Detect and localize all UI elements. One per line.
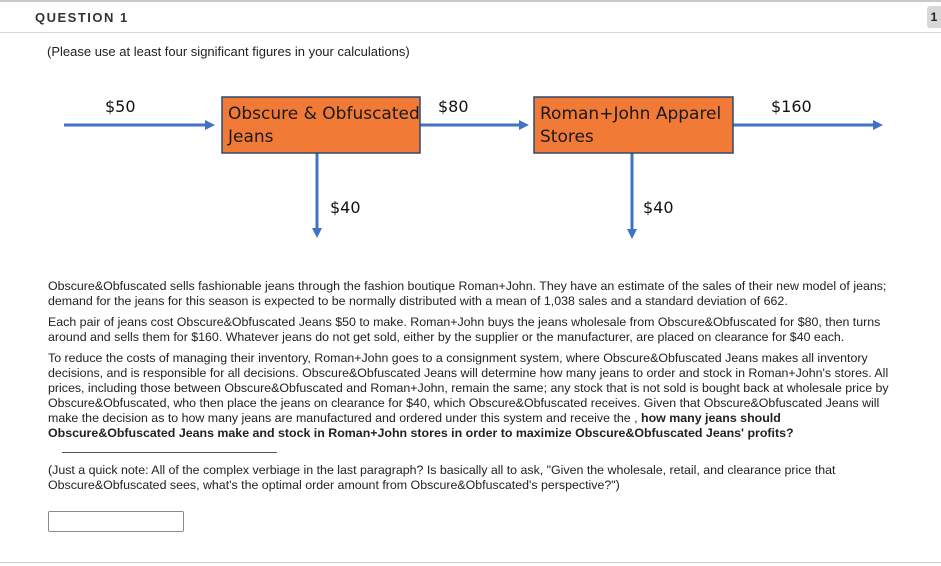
clearance-left-label: $40 (330, 198, 361, 217)
answer-input[interactable] (48, 511, 184, 532)
question-body (48, 279, 908, 499)
paragraph-demand: Obscure&Obfuscated sells fashionable jeans through the fashion boutique Roman+John. They have an estimate of the sales of their new model of jeans; demand for the jeans for this season is expected to be normally distributed with a mean of 1,038 sales and a standard deviation of 662. (48, 279, 887, 308)
question-prompt: how many jeans should Obscure&Obfuscated Jeans make and stock in Roman+John stores in order to maximize Obscure&Obfuscated Jeans' profits? (48, 411, 794, 440)
price-wholesale-label: $80 (438, 97, 469, 116)
supply-chain-diagram (0, 0, 941, 270)
manufacturer-name-line1: Obscure & Obfuscated (228, 104, 420, 124)
question-number-badge[interactable]: 1 (927, 6, 941, 28)
retailer-name-line1: Roman+John Apparel (540, 104, 722, 124)
clearance-right-label: $40 (643, 198, 674, 217)
paragraph-consignment-text: To reduce the costs of managing their inventory, Roman+John goes to a consignment system, where Obscure&Obfuscated Jeans makes all inventory decisions, and is responsible for all decisions. Obscure&Obfuscated Jeans will determine how many jeans to order and stock in Roman+John's stores. All prices, including those between Obscure&Obfuscated and Roman+John, remain the same; any stock that is not sold is bought back at wholesale price by Obscure&Obfuscated, who then place the jeans on clearance for $40, which Obscure&Obfuscated receives. Given that Obscure&Obfuscated Jeans will make the decision as to how many jeans are manufactured and ordered under this system and receive the , (48, 351, 889, 425)
question-title: QUESTION 1 (35, 10, 129, 25)
instruction-note: (Please use at least four significant figures in your calculations) (47, 44, 410, 59)
paragraph-prices: Each pair of jeans cost Obscure&Obfuscated Jeans $50 to make. Roman+John buys the jeans wholesale from Obscure&Obfuscated for $80, then turns around and sells them for $160. Whatever jeans do not get sold, either by the supplier or the manufacturer, are placed on clearance for $40 each. (48, 315, 881, 344)
price-input-label: $50 (105, 97, 136, 116)
paragraph-consignment (48, 351, 908, 457)
answer-blank-line (62, 441, 277, 453)
paragraph-note: (Just a quick note: All of the complex verbiage in the last paragraph? Is basically all to ask, "Given the wholesale, retail, and clearance price that Obscure&Obfuscated sees, what's the optimal order amount from Obscure&Obfuscated's perspective?") (48, 463, 836, 492)
bottom-border (0, 562, 941, 563)
manufacturer-name-line2: Jeans (228, 127, 274, 147)
retailer-name-line2: Stores (540, 127, 594, 147)
price-retail-label: $160 (771, 97, 812, 116)
